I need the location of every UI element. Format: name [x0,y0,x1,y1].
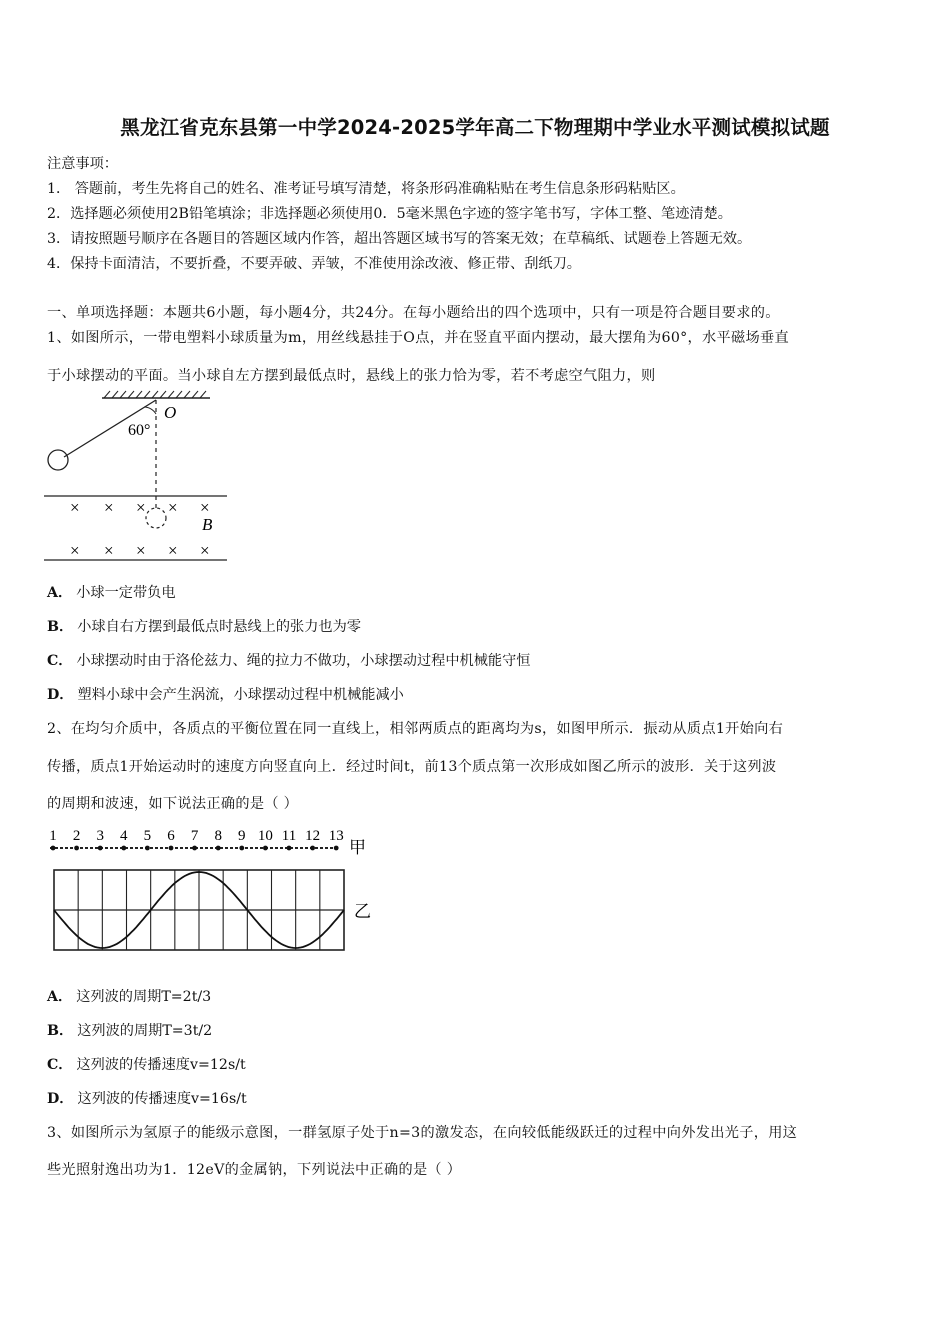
label-o: O [164,403,177,422]
q3-stem-line2: 些光照射逸出功为1．12eV的金属钠，下列说法中正确的是（ ） [47,1162,462,1178]
particle-dot [121,846,126,851]
option-text: 这列波的周期T=3t/2 [77,1023,213,1039]
notice-item: 3．请按照题号顺序在各题目的答题区域内作答，超出答题区域书写的答案无效；在草稿纸、试题卷上答题无效。 [47,231,752,247]
particle-dot [263,846,268,851]
q1-option-a[interactable] [47,582,176,602]
particle-dot [74,846,79,851]
q1-option-c[interactable] [47,650,531,670]
field-cross: × [136,541,146,560]
field-cross: × [200,498,210,517]
label-b: B [202,515,213,534]
q3-stem-line1: 3、如图所示为氢原子的能级示意图，一群氢原子处于n=3的激发态，在向较低能级跃迁的过程中向外发出光子，用这 [47,1125,798,1141]
particle-dot [169,846,174,851]
particle-dot [287,846,292,851]
particle-dot [310,846,315,851]
particle-number: 2 [72,828,81,844]
notice-item: 2．选择题必须使用2B铅笔填涂；非选择题必须使用0．5毫米黑色字迹的签字笔书写，字体工整、笔迹清楚。 [47,206,732,222]
q2-stem-line3: 的周期和波速，如下说法正确的是（ ） [47,796,299,812]
magnetic-field-crosses [70,498,210,560]
particle-dot [192,846,197,851]
q1-stem-line1: 1、如图所示，一带电塑料小球质量为m，用丝线悬挂于O点，并在竖直平面内摆动，最大摆角为60°，水平磁场垂直 [47,330,789,346]
particle-number: 8 [214,828,222,844]
option-text: 这列波的传播速度v=16s/t [77,1091,247,1107]
q2-wave-figure [44,824,384,956]
q1-pendulum-figure [40,390,240,570]
q1-stem-line2: 于小球摆动的平面。当小球自左方摆到最低点时，悬线上的张力恰为零，若不考虑空气阻力，则 [47,368,656,384]
particle-number: 10 [257,828,273,844]
particle-number: 1 [49,828,57,844]
option-key: C． [47,653,73,669]
q2-stem-line1: 2、在均匀介质中，各质点的平衡位置在同一直线上，相邻两质点的距离均为s，如图甲所示．振动从质点1开始向右 [47,721,784,737]
q2-option-a[interactable] [47,986,211,1006]
option-key: B． [47,619,74,635]
particle-number: 9 [238,828,246,844]
particle-number: 7 [190,828,199,844]
section-heading: 一、单项选择题：本题共6小题，每小题4分，共24分。在每小题给出的四个选项中，只有一项是符合题目要求的。 [47,305,780,321]
particle-numbers [49,828,343,844]
label-yi: 乙 [354,902,371,921]
particle-dot [98,846,103,851]
particle-number: 3 [96,828,104,844]
ball-lowest-dashed [146,508,166,528]
particle-dot [51,846,56,851]
ball [48,450,68,470]
particle-number: 13 [328,828,344,844]
q1-option-b[interactable] [47,616,361,636]
label-angle: 60° [128,422,151,439]
angle-arc [144,407,156,414]
particle-dot [216,846,221,851]
particle-number: 5 [143,828,152,844]
field-cross: × [104,498,114,517]
option-key: A． [47,989,73,1005]
field-cross: × [136,498,146,517]
particle-number: 12 [305,828,321,844]
option-key: D． [47,1091,74,1107]
field-cross: × [70,498,80,517]
notice-item: 1． 答题前，考生先将自己的姓名、准考证号填写清楚，将条形码准确粘贴在考生信息条形码粘贴区。 [47,181,685,197]
field-cross: × [168,541,178,560]
q2-option-d[interactable] [47,1088,247,1108]
notice-heading: 注意事项： [47,156,118,172]
particle-dot [334,846,339,851]
option-text: 塑料小球中会产生涡流，小球摆动过程中机械能减小 [77,687,404,703]
option-key: A． [47,585,73,601]
q2-stem-line2: 传播，质点1开始运动时的速度方向竖直向上．经过时间t，前13个质点第一次形成如图乙所示的波形．关于这列波 [47,759,777,775]
field-cross: × [104,541,114,560]
option-text: 小球摆动时由于洛伦兹力、绳的拉力不做功，小球摆动过程中机械能守恒 [76,653,531,669]
option-text: 小球自右方摆到最低点时悬线上的张力也为零 [77,619,361,635]
option-text: 这列波的周期T=2t/3 [76,989,212,1005]
particle-number: 4 [120,828,128,844]
page-title: 黑龙江省克东县第一中学2024-2025学年高二下物理期中学业水平测试模拟试题 [120,116,830,139]
field-cross: × [168,498,178,517]
q2-option-c[interactable] [47,1054,246,1074]
particle-dot [239,846,244,851]
particle-number: 6 [167,828,175,844]
label-jia: 甲 [349,838,366,857]
option-text: 这列波的传播速度v=12s/t [76,1057,246,1073]
notice-item: 4．保持卡面清洁，不要折叠，不要弄破、弄皱，不准使用涂改液、修正带、刮纸刀。 [47,256,581,272]
option-key: C． [47,1057,73,1073]
ceiling-hatch [104,391,206,398]
q2-option-b[interactable] [47,1020,212,1040]
q1-option-d[interactable] [47,684,404,704]
option-key: B． [47,1023,74,1039]
field-cross: × [200,541,210,560]
particle-dot [145,846,150,851]
particle-number: 11 [281,828,297,844]
option-key: D． [47,687,74,703]
option-text: 小球一定带负电 [76,585,176,601]
field-cross: × [70,541,80,560]
